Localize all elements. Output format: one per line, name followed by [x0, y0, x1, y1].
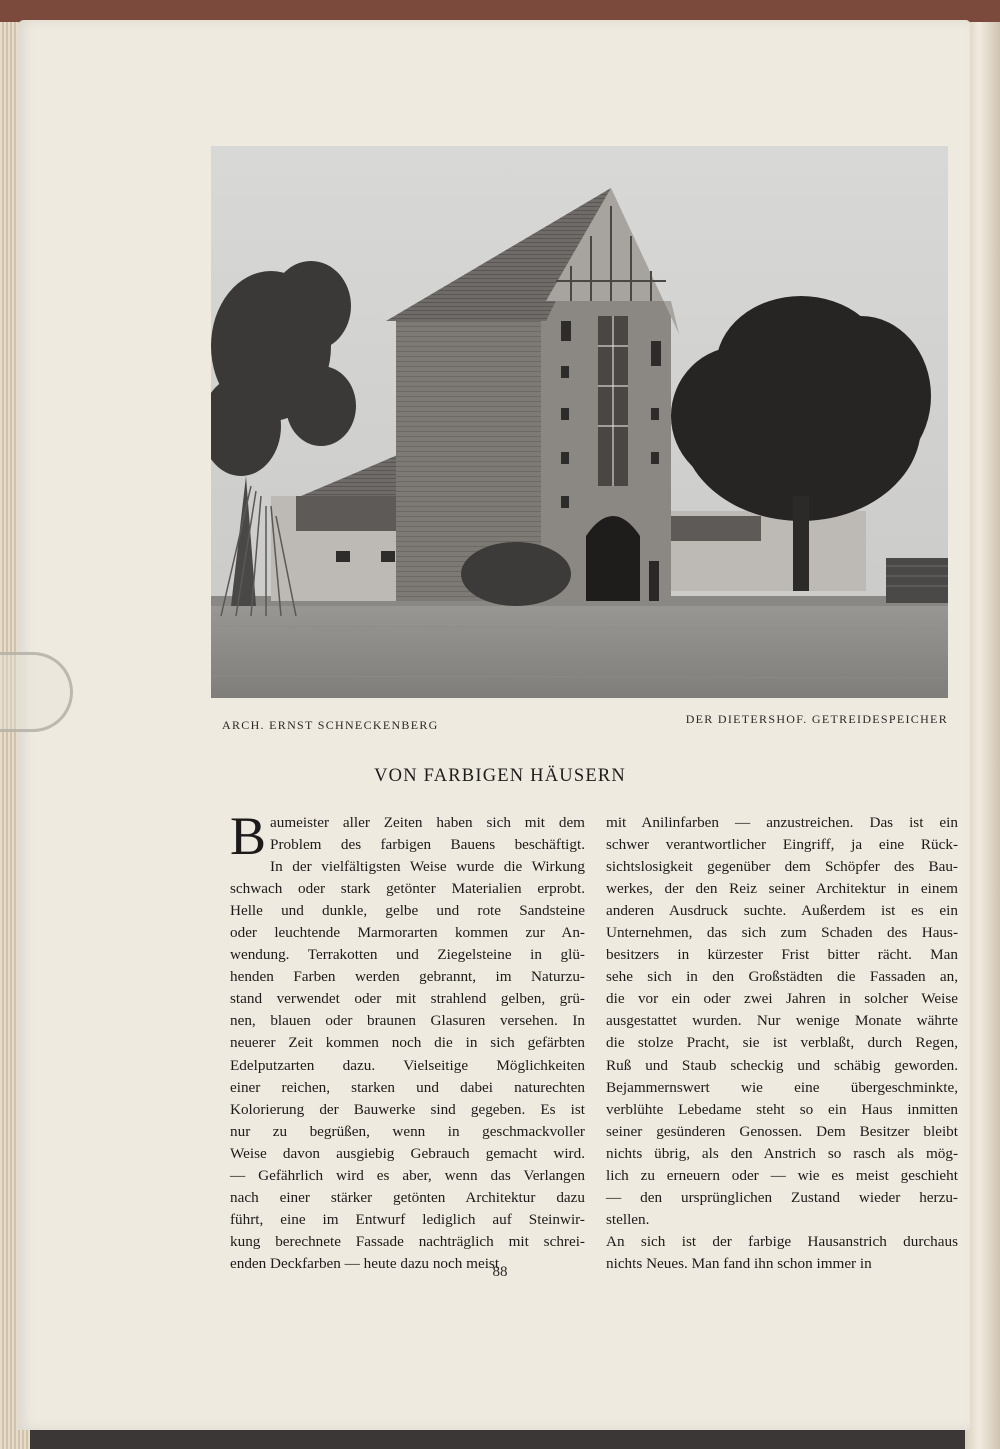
text-line: nach einer stärker getönten Architektur dazu [230, 1188, 585, 1206]
text-line: Kolorierung der Bauwerke sind gegeben. Es ist [230, 1100, 585, 1118]
article-column-right [606, 812, 958, 1275]
text-line: henden Farben werden gebrannt, im Naturzu- [230, 968, 585, 986]
photo-granary-tower [211, 146, 948, 698]
text-line: Problem des farbigen Bauens beschäftigt. [270, 836, 585, 854]
text-line: Bejammernswert wie eine übergeschminkte, [606, 1078, 958, 1096]
text-line: — den ursprünglichen Zustand wieder herzu- [606, 1188, 958, 1206]
text-line: verblühte Lebedame steht so ein Haus inmitten [606, 1100, 958, 1118]
photo-caption-architect: ARCH. ERNST SCHNECKENBERG [222, 718, 439, 732]
text-line: ausgestattet wurden. Nur wenige Monate währte [606, 1012, 958, 1030]
text-line: schwer verantwortlicher Eingriff, ja eine Rück- [606, 836, 958, 854]
text-line: anderen Ausdruck suchte. Außerdem ist es ein [606, 902, 958, 920]
text-line: An sich ist der farbige Hausanstrich durchaus [606, 1232, 958, 1250]
text-line: nen, blauen oder braunen Glasuren versehen. In [230, 1012, 585, 1030]
article-column-left [230, 806, 585, 1275]
text-line: werkes, der den Reiz seiner Architektur in einem [606, 880, 958, 898]
text-line: Helle und dunkle, gelbe und rote Sandsteine [230, 902, 585, 920]
drop-cap: B [230, 806, 267, 866]
text-line: die vor ein oder zwei Jahren in solcher Weise [606, 990, 958, 1008]
text-line: führt, eine im Entwurf lediglich auf Steinwir- [230, 1210, 585, 1228]
text-line: aumeister aller Zeiten haben sich mit dem [270, 814, 585, 831]
text-line: Ruß und Staub scheckig und schäbig geworden. [606, 1056, 958, 1074]
text-line: wendung. Terrakotten und Ziegelsteine in glü- [230, 946, 585, 964]
photo-caption-title: DER DIETERSHOF. GETREIDESPEICHER [685, 712, 948, 726]
text-line: neuerer Zeit kommen noch die in sich gefärbten [230, 1034, 585, 1052]
text-line: nichts übrig, als den Anstrich so rasch als mög- [606, 1144, 958, 1162]
text-line: nur zu begrüßen, wenn in geschmackvoller [230, 1122, 585, 1140]
text-line: kung berechnete Fassade nachträglich mit schrei- [230, 1232, 585, 1250]
text-line: besitzers in kürzester Frist bitter rächt. Man [606, 946, 958, 964]
article-heading: VON FARBIGEN HÄUSERN [374, 766, 626, 786]
text-line: stellen. [606, 1210, 650, 1228]
text-line: — Gefährlich wird es aber, wenn das Verlangen [230, 1166, 585, 1184]
text-line: In der vielfältigsten Weise wurde die Wirkung [270, 858, 585, 876]
text-line: Unternehmen, das sich zum Schaden des Haus- [606, 924, 958, 942]
text-line: stand verwendet oder mit strahlend gelben, grü- [230, 990, 585, 1008]
page-edge-right [965, 22, 1000, 1449]
text-line: nichts Neues. Man fand ihn schon immer in [606, 1254, 872, 1272]
text-line: schwach oder stark getönter Materialien erprobt. [230, 880, 585, 898]
text-line: mit Anilinfarben — anzustreichen. Das ist ein [606, 814, 958, 831]
text-line: seiner gesünderen Genossen. Dem Besitzer bleibt [606, 1122, 958, 1140]
page-number: 88 [492, 1264, 508, 1280]
text-line: sehe sich in den Großstädten die Fassaden an, [606, 968, 958, 986]
book-cover-edge [0, 0, 1000, 22]
text-line: die stolze Pracht, sie ist verblaßt, durch Regen, [606, 1034, 958, 1052]
text-line: Edelputzarten dazu. Vielseitige Möglichkeiten [230, 1056, 585, 1074]
text-line: lich zu erneuern oder — wie es meist geschieht [606, 1166, 958, 1184]
text-line: sichtslosigkeit gegenüber dem Schöpfer des Bau- [606, 858, 958, 876]
text-line: Weise davon ausgiebig Gebrauch gemacht wird. [230, 1144, 585, 1162]
text-line: oder leuchtende Marmorarten kommen zur An- [230, 924, 585, 942]
text-line: einer reichen, starken und dabei naturechten [230, 1078, 585, 1096]
text-line: enden Deckfarben — heute dazu noch meist [230, 1254, 500, 1272]
